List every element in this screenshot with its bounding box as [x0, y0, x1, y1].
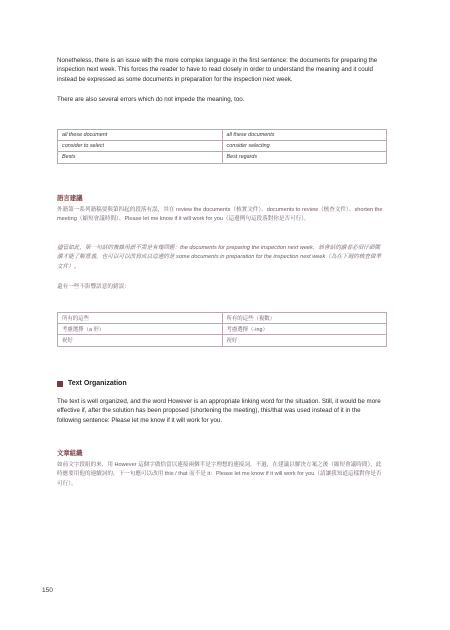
square-bullet-icon: [57, 381, 63, 387]
chinese-paragraph-2: 儘管如此，第一句話的複雜用語不需是有幾問題：the documents for preparing the inspection next week，該會話的讀者必須仔細閱讀才能了解意義，也可以可以改寫成以這邊的是 some documents in preparation for the inspection next week（為在下週的核查做準文件）。: [57, 245, 382, 270]
table-cell-correct: consider selecting: [222, 141, 387, 152]
table-cell-wrong: Bests: [58, 152, 223, 163]
errors-table-chinese: [57, 312, 387, 347]
table-cell-wrong: 所有的這些: [58, 313, 223, 324]
table-row: [58, 335, 387, 346]
paragraph-errors-intro: There are also several errors which do not impede the meaning, too.: [57, 96, 245, 103]
paragraph-complex-language: Nonetheless, there is an issue with the more complex language in the first sentence: the documents for preparing the inspection next week. This forces the reader to have to read closely in order to understand the meaning and it could instead be expressed as some documents in preparation for the inspection next week.: [57, 57, 378, 83]
chinese-paragraph-4: 如前文字段組的來，用 However 這個字做恰當以連接兩個半是字理想的連接詞，不過，在建議以解決方案之後（縮短會議時間），此時應要用他的連續詞的，下一句應可以改用 this / that 而不是 it：Please let me know if it will work for you（請讓我知道這樣對你是否可行）。: [57, 462, 382, 487]
chinese-paragraph-1: 外籍第一系列籍稿要與第四起的段落有誤，其在 review the documents（核實文件）、documents to review（核查文件）、shorten the meeting（縮短會議時間）、Please let me know if it will work for you（這邊例句這段落對你是否可行）。: [57, 207, 383, 223]
table-cell-correct: Best regards: [222, 152, 387, 163]
table-row: [58, 152, 387, 163]
page-number: 150: [42, 587, 53, 594]
table-cell-correct: 祝好: [222, 335, 387, 346]
table-row: [58, 130, 387, 141]
table-cell-wrong: 考慮選擇（a 形）: [58, 324, 223, 335]
table-row: [58, 141, 387, 152]
table-cell-correct: 所有的這些（複數）: [222, 313, 387, 324]
table-row: [58, 324, 387, 335]
text-organization-zh-heading: 文章組織: [57, 450, 83, 457]
errors-table-english: [57, 129, 387, 164]
table-cell-wrong: 祝好: [58, 335, 223, 346]
table-cell-correct: 考慮選擇（-ing）: [222, 324, 387, 335]
section-heading: [57, 380, 127, 387]
table-cell-wrong: consider to select: [58, 141, 223, 152]
table-cell-correct: all these documents: [222, 130, 387, 141]
table-row: [58, 313, 387, 324]
language-suggestion-heading: 語言建議: [57, 195, 83, 202]
paragraph-text-organization: The text is well organized, and the word However is an appropriate linking word for the situation. Still, it would be more effective if, after the solution has been proposed (shortening the meeting), this/that was used instead of it in the following sentence: Please let me know if it will work for you.: [57, 398, 381, 424]
table-cell-wrong: all these document: [58, 130, 223, 141]
chinese-paragraph-3: 還有一些不影響語意的錯誤：: [57, 284, 130, 290]
section-title: Text Organization: [68, 380, 127, 387]
